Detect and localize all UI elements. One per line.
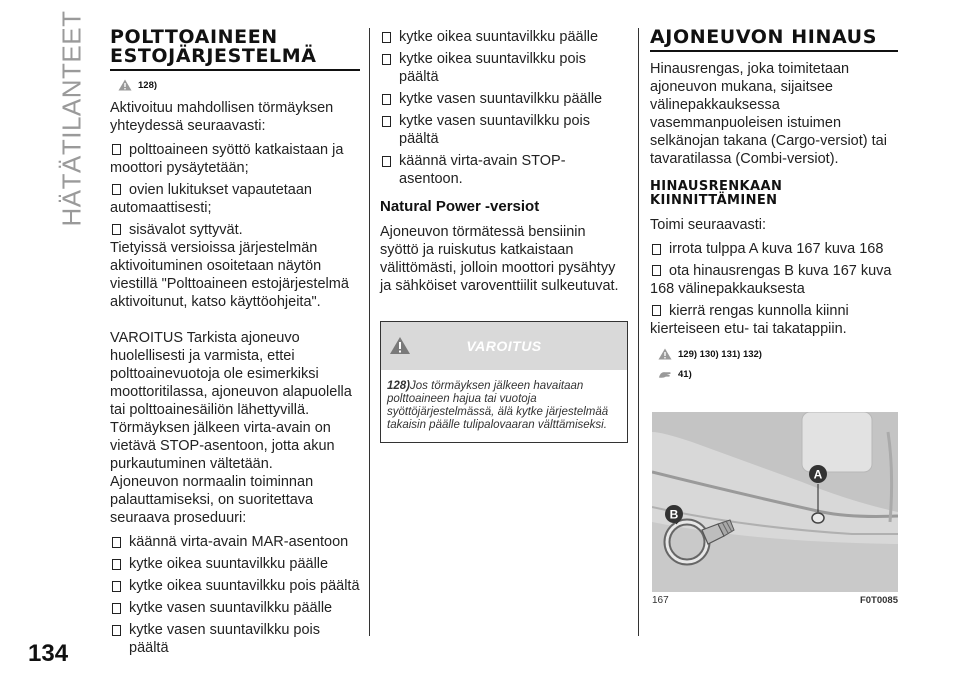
list-item: kytke vasen suuntavilkku päälle xyxy=(380,90,628,108)
chapter-title: HÄTÄTILANTEET xyxy=(56,10,87,226)
list-item: kytke vasen suuntavilkku pois päältä xyxy=(380,112,628,148)
column-fuel-cutoff xyxy=(110,28,360,661)
column-divider xyxy=(369,28,370,636)
warning-triangle-icon xyxy=(118,79,132,91)
reference-number: 128) xyxy=(138,79,158,91)
subsection-heading: Natural Power -versiot xyxy=(380,198,540,215)
checkbox-bullet-icon xyxy=(382,116,391,127)
hand-note-icon xyxy=(658,368,672,380)
column-procedure xyxy=(380,28,628,443)
warning-box xyxy=(380,321,628,443)
figure-code: F0T0085 xyxy=(859,595,898,606)
chapter-sidebar xyxy=(52,10,92,226)
warning-triangle-icon xyxy=(389,336,411,355)
list-item: sisävalot syttyvät. xyxy=(110,221,360,239)
paragraph: Ajoneuvon törmätessä bensiinin syöttö ja ruiskutus katkaistaan välittömästi, jolloin moottori pysähtyy ja sähköiset varoventtiilit sulkeutuvat. xyxy=(380,224,619,294)
warning-reference xyxy=(118,79,360,91)
warning-box-body xyxy=(381,370,627,442)
svg-text:B: B xyxy=(669,507,679,522)
checkbox-bullet-icon xyxy=(112,625,121,636)
note-reference xyxy=(658,368,898,380)
warning-triangle-icon xyxy=(658,348,672,360)
checkbox-bullet-icon xyxy=(652,244,661,255)
list-item: polttoaineen syöttö katkaistaan ja moottori pysäytetään; xyxy=(110,142,344,176)
checkbox-bullet-icon xyxy=(112,581,121,592)
list-item: kytke oikea suuntavilkku päälle xyxy=(380,28,628,46)
list-item: kytke oikea suuntavilkku päälle xyxy=(110,555,360,573)
subsection-heading: HINAUSRENKAAN KIINNITTÄMINEN xyxy=(650,179,783,208)
checkbox-bullet-icon xyxy=(112,559,121,570)
callout-a xyxy=(809,465,827,483)
warning-box-header xyxy=(381,322,627,370)
figure-towing-hook xyxy=(652,412,898,592)
list-item: kytke vasen suuntavilkku päälle xyxy=(110,599,360,617)
warning-box-text: Jos törmäyksen jälkeen havaitaan polttoaineen hajua tai vuotoja syöttöjärjestelmässä, älä kytke järjestelmää takaisin päälle tulipalovaaran välttämiseksi. xyxy=(387,380,609,431)
warning-paragraph: VAROITUS Tarkista ajoneuvo huolellisesti ja varmista, ettei polttoainevuotoja ole esimerkiksi moottoritilassa, ajoneuvon alapuolella tai polttoainesäiliön lähettyvillä. Törmäyksen jälkeen virta-avain on vietävä STOP-asentoon, jotta akun purkautuminen vältetään. xyxy=(110,330,352,472)
checkbox-bullet-icon xyxy=(382,32,391,43)
figure-number: 167 xyxy=(652,595,669,606)
column-towing xyxy=(650,28,898,388)
checkbox-bullet-icon xyxy=(382,94,391,105)
list-item: kierrä rengas kunnolla kiinni kierteiseen etu- tai takatappiin. xyxy=(650,303,849,337)
intro-paragraph: Aktivoituu mahdollisen törmäyksen yhteydessä seuraavasti: xyxy=(110,100,334,134)
intro-paragraph: Toimi seuraavasti: xyxy=(650,217,767,233)
checkbox-bullet-icon xyxy=(652,305,661,316)
warning-box-title: VAROITUS xyxy=(466,338,542,354)
svg-text:A: A xyxy=(813,467,823,482)
list-item: ovien lukitukset vapautetaan automaattisesti; xyxy=(110,182,312,216)
list-item: irrota tulppa A kuva 167 kuva 168 xyxy=(650,240,898,258)
section-heading: POLTTOAINEEN ESTOJÄRJESTELMÄ xyxy=(110,28,360,71)
checkbox-bullet-icon xyxy=(652,265,661,276)
reference-numbers: 129) 130) 131) 132) xyxy=(678,348,762,360)
checkbox-bullet-icon xyxy=(382,156,391,167)
list-item: kytke vasen suuntavilkku pois päältä xyxy=(110,621,360,657)
warning-reference xyxy=(658,348,898,360)
list-item: ota hinausrengas B kuva 167 kuva 168 välinepakkauksesta xyxy=(650,263,892,297)
checkbox-bullet-icon xyxy=(112,184,121,195)
page-number: 134 xyxy=(28,640,69,667)
list-item: käännä virta-avain STOP-asentoon. xyxy=(380,152,628,188)
section-heading: AJONEUVON HINAUS xyxy=(650,28,898,52)
list-item: kytke oikea suuntavilkku pois päältä xyxy=(110,577,360,595)
callout-b xyxy=(665,505,683,523)
checkbox-bullet-icon xyxy=(112,603,121,614)
checkbox-bullet-icon xyxy=(382,54,391,65)
paragraph: Hinausrengas, joka toimitetaan ajoneuvon mukana, sijaitsee välinepakkauksessa vasemmanpuoleisen istuimen selkänojan takana (Cargo-versiot) tai tavaratilassa (Combi-versiot). xyxy=(650,61,887,167)
figure-caption xyxy=(652,595,898,606)
column-divider xyxy=(638,28,639,636)
paragraph: Ajoneuvon normaalin toiminnan palauttamiseksi, on suoritettava seuraava proseduuri: xyxy=(110,474,314,526)
reference-number: 41) xyxy=(678,368,692,380)
checkbox-bullet-icon xyxy=(112,224,121,235)
checkbox-bullet-icon xyxy=(112,144,121,155)
paragraph: Tietyissä versioissa järjestelmän aktivoituminen osoitetaan näytön viestillä "Polttoaineen estojärjestelmä aktivoitunut, katso käyttöohjeita". xyxy=(110,240,349,310)
list-item: kytke oikea suuntavilkku pois päältä xyxy=(380,50,628,86)
warning-box-ref: 128) xyxy=(387,380,411,392)
list-item: käännä virta-avain MAR-asentoon xyxy=(110,533,360,551)
checkbox-bullet-icon xyxy=(112,537,121,548)
